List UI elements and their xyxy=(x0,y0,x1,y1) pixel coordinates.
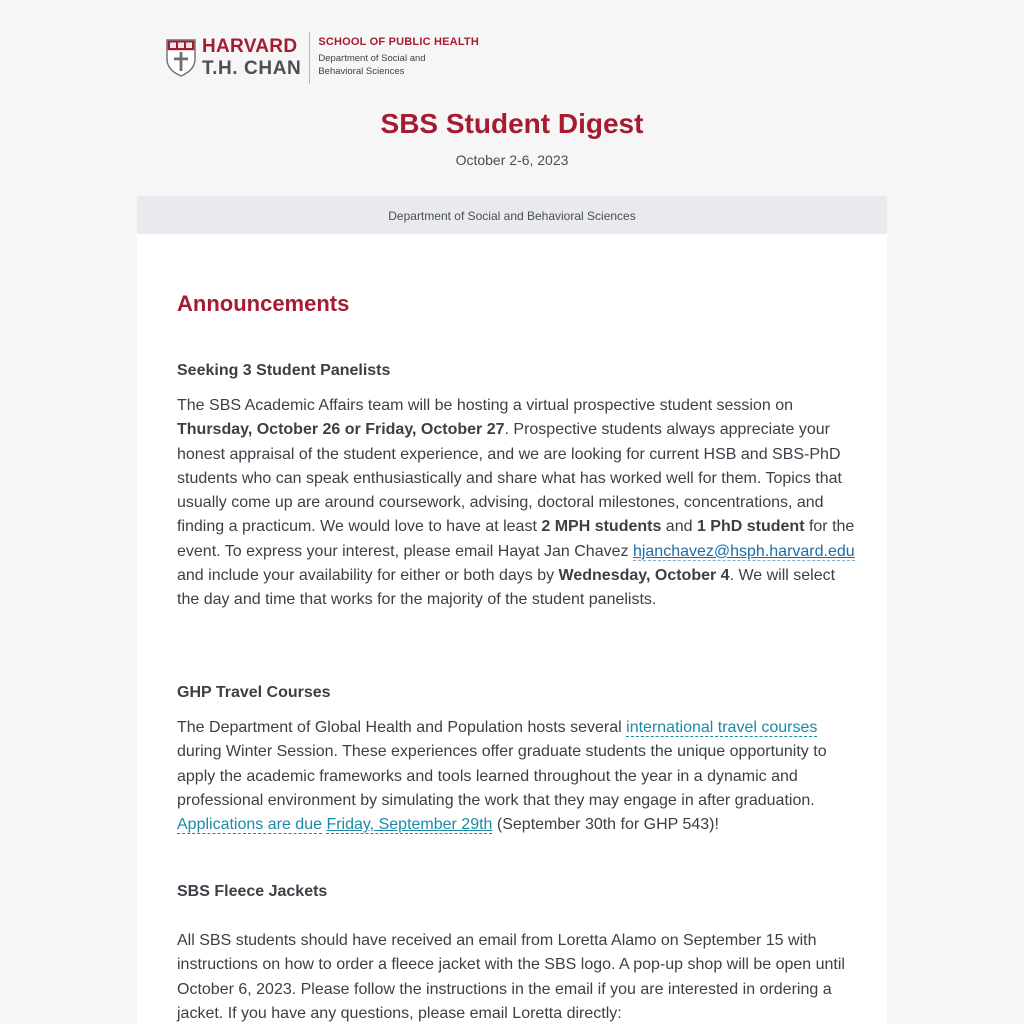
body-text: and xyxy=(661,518,697,536)
department-bar: Department of Social and Behavioral Sciences xyxy=(137,196,887,234)
body-text: The SBS Academic Affairs team will be hosting a virtual prospective student session on xyxy=(177,397,794,414)
item-body-fleece-jackets xyxy=(177,929,857,1024)
body-text: . We will select the day and time that works for the majority of the student panelists. xyxy=(177,567,836,609)
logo-chan-text: T.H. CHAN xyxy=(202,58,302,79)
logo-divider xyxy=(309,32,310,84)
deadline-date: Wednesday, October 4 xyxy=(558,567,730,585)
international-travel-courses-link[interactable]: international travel courses xyxy=(626,719,818,736)
harvard-shield-icon xyxy=(166,39,196,77)
logo-school-block xyxy=(318,37,479,78)
announcements-heading: Announcements xyxy=(177,291,350,316)
session-dates: Thursday, October 26 or Friday, October 27 xyxy=(177,421,505,439)
phd-count: 1 PhD student xyxy=(696,518,805,536)
logo-wordmark xyxy=(202,37,301,78)
body-text: The Department of Global Health and Population hosts several xyxy=(177,719,627,736)
body-text: (September 30th for GHP 543)! xyxy=(492,816,719,834)
digest-date: October 2-6, 2023 xyxy=(455,152,569,168)
body-text: All SBS students should have received an email from Loretta Alamo on September 15 with instructions on how to order a fleece jacket with the SBS logo. A pop-up shop will be open until October 6, 2023. Please follow the instructions in the email if you are interested in ordering a jacket. If you have any questions, please email Loretta directly: xyxy=(177,932,845,1022)
deadline-date-link[interactable]: Friday, September 29th xyxy=(326,816,493,834)
body-text: for the event. To express your interest, please email Hayat Jan Chavez xyxy=(177,518,855,560)
logo-dept-line1: Department of Social and xyxy=(318,53,426,64)
logo-harvard-text: HARVARD xyxy=(202,36,298,57)
hsph-logo xyxy=(166,31,479,84)
item-title-panelists: Seeking 3 Student Panelists xyxy=(177,362,391,379)
content-card xyxy=(137,234,887,1024)
page-title: SBS Student Digest xyxy=(380,108,644,139)
body-text: during Winter Session. These experiences offer graduate students the unique opportunity to apply the academic frameworks and tools learned throughout the year in a dynamic and professional environment by simulating the work that they may engage in after graduation. xyxy=(177,743,827,809)
item-title-fleece-jackets: SBS Fleece Jackets xyxy=(177,883,328,900)
logo-school-name: SCHOOL OF PUBLIC HEALTH xyxy=(318,36,479,48)
item-title-ghp-travel: GHP Travel Courses xyxy=(177,684,331,701)
body-text: and include your availability for either or both days by xyxy=(177,567,559,585)
item-body-ghp-travel xyxy=(177,716,857,837)
applications-due-link[interactable]: Applications are due xyxy=(177,816,322,834)
email-link-hjanchavez[interactable]: hjanchavez@hsph.harvard.edu xyxy=(632,542,855,560)
item-body-panelists xyxy=(177,394,857,613)
logo-dept-line2: Behavioral Sciences xyxy=(318,65,405,77)
body-text: . Prospective students always appreciate your honest appraisal of the student experience, and we are looking for current HSB and SBS-PhD students who can speak enthusiastically and share what has worked well for them. Topics that usually come up are around coursework, advising, doctoral milestones, concentrations, and finding a practicum. We would love to have at least xyxy=(177,421,842,536)
mph-count: 2 MPH students xyxy=(541,518,662,536)
